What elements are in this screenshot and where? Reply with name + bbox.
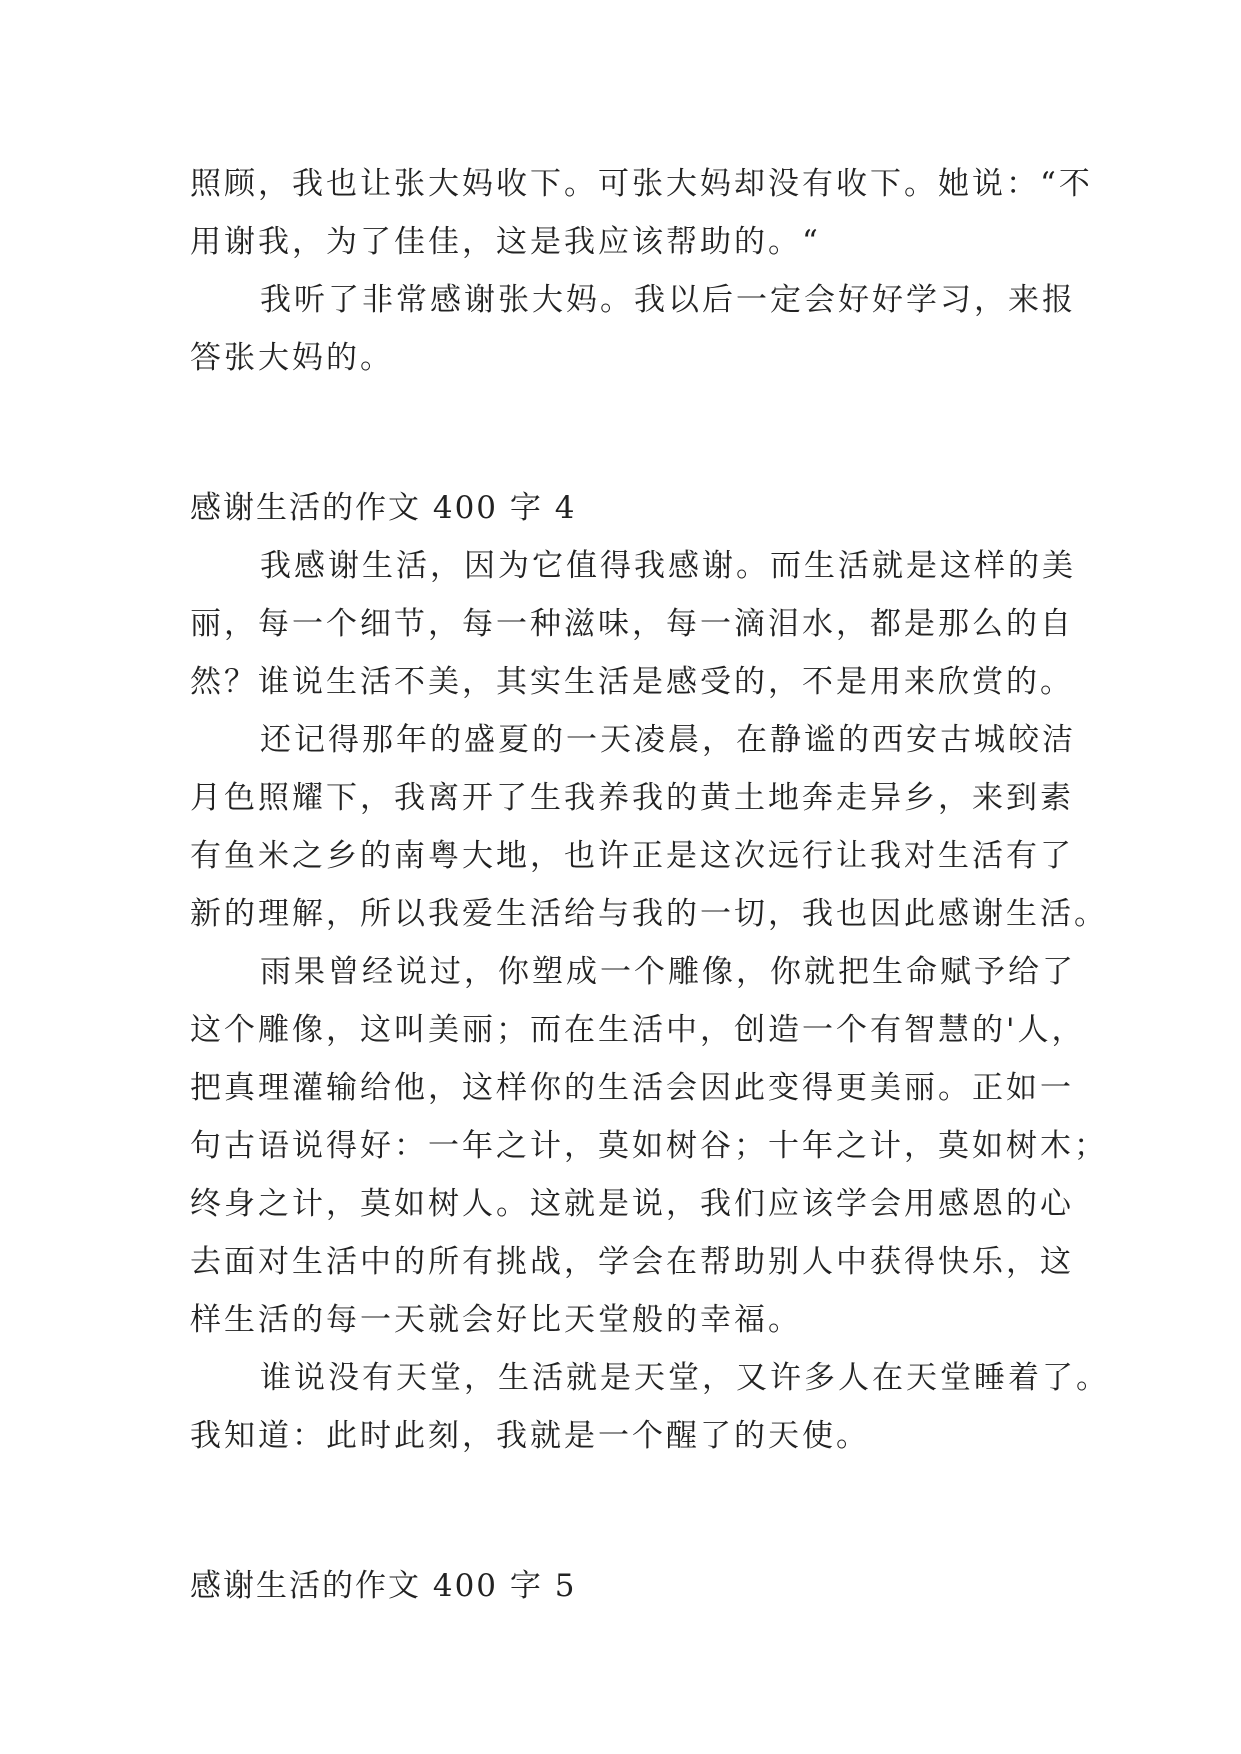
text-line: 新的理解，所以我爱生活给与我的一切，我也因此感谢生活。 — [190, 896, 1108, 932]
text-line: 我听了非常感谢张大妈。我以后一定会好好学习，来报 — [260, 282, 1076, 318]
text-line: 句古语说得好：一年之计，莫如树谷；十年之计，莫如树木； — [190, 1128, 1108, 1164]
text-line: 把真理灌输给他，这样你的生活会因此变得更美丽。正如一 — [190, 1070, 1074, 1106]
text-line: 我感谢生活，因为它值得我感谢。而生活就是这样的美 — [260, 548, 1076, 584]
paragraph-closing — [190, 271, 1076, 387]
text-line: 样生活的每一天就会好比天堂般的幸福。 — [190, 1302, 802, 1338]
paragraph-s4-2 — [190, 711, 1108, 943]
text-line: 然？谁说生活不美，其实生活是感受的，不是用来欣赏的。 — [190, 664, 1074, 700]
text-line: 去面对生活中的所有挑战，学会在帮助别人中获得快乐，这 — [190, 1244, 1074, 1280]
text-line: 用谢我，为了佳佳，这是我应该帮助的。“ — [190, 224, 821, 260]
text-line: 我知道：此时此刻，我就是一个醒了的天使。 — [190, 1418, 870, 1454]
section-gap — [190, 1465, 1060, 1557]
text-line: 月色照耀下，我离开了生我养我的黄土地奔走异乡，来到素 — [190, 780, 1074, 816]
text-line: 答张大妈的。 — [190, 340, 394, 376]
section-heading-4: 感谢生活的作文 400 字 4 — [190, 490, 577, 526]
section-gap — [190, 387, 1060, 479]
paragraph-s4-3 — [190, 943, 1108, 1349]
text-line: 有鱼米之乡的南粤大地，也许正是这次远行让我对生活有了 — [190, 838, 1074, 874]
paragraph-continuation — [190, 155, 1093, 271]
text-line: 丽，每一个细节，每一种滋味，每一滴泪水，都是那么的自 — [190, 606, 1074, 642]
text-line: 还记得那年的盛夏的一天凌晨，在静谧的西安古城皎洁 — [260, 722, 1076, 758]
text-line: 终身之计，莫如树人。这就是说，我们应该学会用感恩的心 — [190, 1186, 1074, 1222]
document-body — [190, 155, 1110, 1615]
paragraph-s4-1 — [190, 537, 1076, 711]
text-line: 谁说没有天堂，生活就是天堂，又许多人在天堂睡着了。 — [260, 1360, 1110, 1396]
section-heading-5: 感谢生活的作文 400 字 5 — [190, 1568, 577, 1604]
text-line: 照顾，我也让张大妈收下。可张大妈却没有收下。她说：“不 — [190, 166, 1093, 202]
text-line: 雨果曾经说过，你塑成一个雕像，你就把生命赋予给了 — [260, 954, 1076, 990]
paragraph-s4-4 — [190, 1349, 1110, 1465]
text-line: 这个雕像，这叫美丽；而在生活中，创造一个有智慧的'人， — [190, 1012, 1086, 1048]
